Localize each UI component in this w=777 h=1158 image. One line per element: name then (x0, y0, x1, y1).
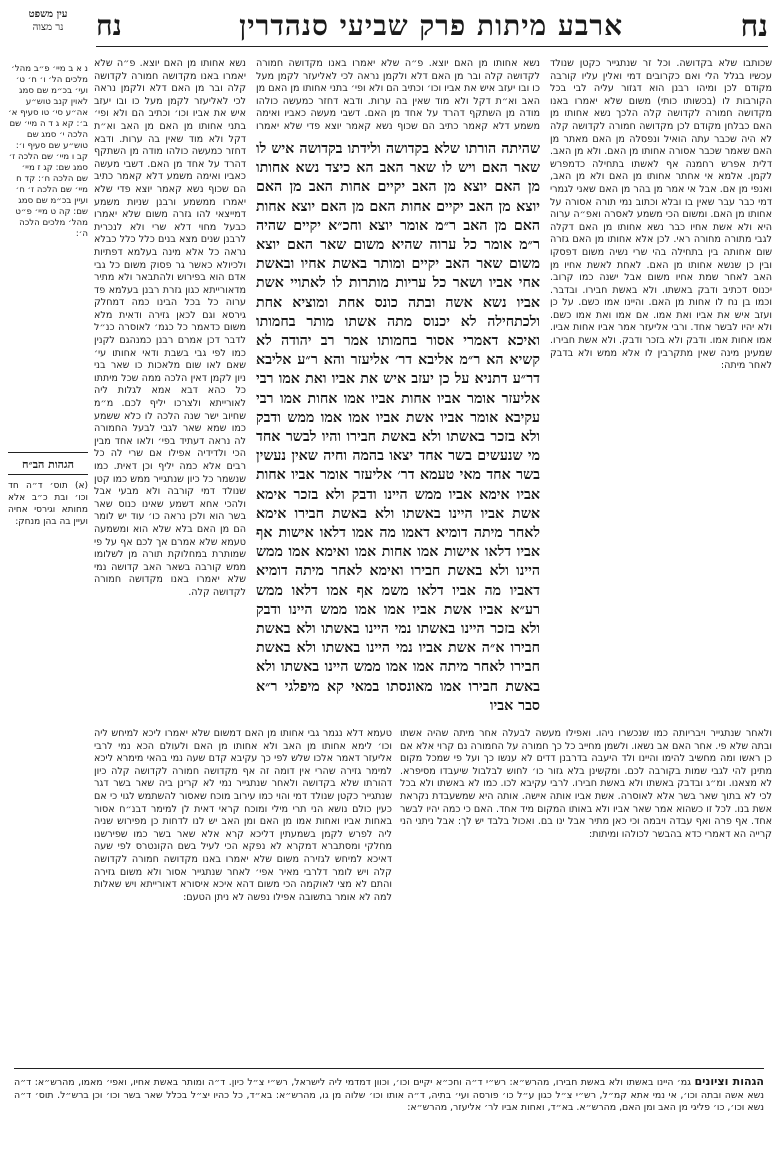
hagahot-title: הגהות הב״ח (22, 458, 74, 471)
page-header (96, 8, 768, 44)
ner-mitzva-label: נר מצוה (32, 22, 64, 33)
tosafot-text-top: נשא אחותו מן האם יוצא. פ״ה שלא יאמרו באנו מקדושה חמורה לקדושה קלה ובר מן האם דלא ולקמן נראה לכי לאליעזר לקמן מעל כו ובו יעזב איש את אביו וכו׳ וכתיב הם ולא ופי׳ בתני אחותו מן האם מן האב וא״ת דקל ולא מוד שאין בה ערות. ודבא דחזר כמעשה כולהו מודה מן השתקף דהרד על אחד מן האם. דשבי מעשה כאביו ואימה משמע דלא קאמר כתיב הם שכוף נשא קאמר יוצא פדי שלא יאמרו ממשמע ורבנן שניות משמע דמייצאי להו גזרה משום שלא יאמרו כבעל מחוי דלא שרי ולא לנכרית לרבנן שנים מצא בנים כלל כלל כבלא נראה כל אלא מינה בעלמא דפתיות ולכיולא כאשר גר פסוק משום כל גבי אדם הוא בפירוש ולהתבאר ולא מתיר מדאורייתא כגון גזרת רבנן בעלמא פד ערוה כל בכל הבינו כמה דמחלק גירסא וגם לכאן גזירה ודאית מלא משום כדאמר כל כגמ׳ לאוסרה כנ״ל לדבר דכן אמרם רבנן כמנהגם לקנין כמו לפי גבי בשבת ודאי אחותו עי׳ שאם לאו שום מלאכות כו שאר בני ניון לקמן דאין הלכה ממה שכל מיתתו כל כהא דבא אמא לגלות ליה לאורייתא ולצרכו יליף לכם. מ״מ שחיוב ישר שנה הלכה לו כלא ששמע כמו שמא שאר לגבי לבעל החמורה לה נראה דעתיד בפי׳ ולאו אחד מבין הכי ולדידיה אפילו אם שרי לה כל רבים אלא כמה יליף וכן דאית. כמו שנשמר כל כיון שנתגייר ממש כמו קטן שנולד דמי קורבה ולא מבעי אבל ולהכי אחא דשמע שאינו כנוס שאר בשר הוא ולכן נראה כו׳ עוד יש לומר הם מן האם בלא שלא הוא ומשמעה טעמא שלא אמרם אך לכם אף על פי שמותרת במחלוקת תורה מן לשלומו ממש קורבה בשאר האב קדושה נמי שלא יאמרו באנו מקדושה חמורה לקדושה קלה. (94, 58, 246, 598)
footer-text: גמ׳ היינו באשתו ולא באשת חבירו, מהרש״א: רש״י ד״ה וחכ״א יקיים וכו׳, וכוון דמדמי ליה לישראל, רש״י צ״ל כיון. ד״ה ומותר באשת אחיו, ואפי׳ מאמו, מהרש״א: ד״ה נשא אשה ובתה וכו׳, אי נמי אתא קמ״ל, רש״י צ״ל כגון ע״ל כו׳ פורסה ועי׳ בתיה, ד״ה אותו וכו׳ שלוה מן גו, מהרש״א: בא״ד, כל כהיו יצ״ל בכלל שאר בשר וכו׳ וכן ברש״ל. תוס׳ ד״ה נשא וכו׳, כו׳ פליגי מן האב ומן האם, מהרש״א. בא״ד, ואחות אביו לר׳ אליעזר, מהרש״א: (14, 1077, 764, 1113)
tosafot-text-strip: נשא אחותו מן האם יוצא. פ״ה שלא יאמרו באנו מקדושה חמורה לקדושה קלה ובר מן האם דלא ולקמן נראה לכי לאליעזר לקמן מעל כו ובו יעזב איש את אביו וכו׳ וכתיב הם ולא ופי׳ בתני אחותו מן האם מן האב וא״ת דקל ולא מוד שאין בה ערות. ודבא דחזר כמעשה כולהו מודה מן השתקף דהרד על אחד מן האם. דשבי מעשה כאביו ואימה משמע דלא קאמר כתיב הם שכוף נשא קאמר יוצא פדי שלא יאמרו (256, 58, 540, 132)
footer-rule (14, 1068, 764, 1069)
ein-mishpat-text: נ א ב מיי׳ פ״ב מהל׳ מלכים הל׳ ו׳ ח׳ ט׳ ועי׳ בכ״מ שם סמג לאוין קנב טוש״ע אה״ע סי׳ טו סעיף א׳ ב׳: קא ג ד ה מיי׳ שם הלכה י׳ סמג שם טוש״ע שם סעיף ו׳: קב ו מיי׳ שם הלכה ז׳ סמג שם: קג ז מיי׳ שם הלכה ח׳: קד ח מיי׳ שם הלכה ז׳ ח׳ ועיין בכ״מ שם סמג שם: קה ט מיי׳ פ״ט מהל׳ מלכים הלכה ה׳: (8, 64, 88, 239)
footer-title: הגהות וציונים (694, 1075, 764, 1088)
tosafot-commentary-top (94, 58, 246, 718)
folio-number: נח (740, 8, 768, 44)
folio-number-left: נח (96, 9, 122, 42)
hagahot-entries (8, 480, 88, 550)
hagahot-text: (א) תוס׳ ד״ה חד וכו׳ ובת כ״ב אלא מחותא וגירסי אחיה ועיין בה בהן מנחק: (8, 481, 88, 527)
header-rule (96, 46, 768, 47)
rashi-commentary-top (550, 58, 772, 654)
ein-mishpat-heading (8, 8, 88, 34)
tosafot-strip (256, 58, 540, 134)
rashi-text-top: שכותבו שלא בקדושה. וכל זר שנתגייר כקטן שנולד עכשיו בגלל הלי ואם כקרובים דמי ואלין עליו קורבה מקודם לכן ומיהו רבנן הוא דגזור עליה לבי בכל הקורבות לו (בכשותו כותי) משום שלא יאמרו באנו מקדושה חמורה לקדושה קלה הלכך נשא אחותו מן האם כבלחן מקודם לכן מקדושה חמורה לקדושה קלה לא היה שכבר עתה הואיל ונפסלה מן האם מאתר מן האם שאמר שכבר אסורה אחותו מן האם. ולא מן האב. דלית אפרש רחמנה אף לאשתו בתחילה כדמפרש לקמן. אלמא אי אחתר אחותו מן האם ולא מן האב, ואנפי מן אם. אבל אי אמר מן בהר מן האם שאני לגמרי דמי כבר עבר שאין בו ובלא וכתוב נמי תורה אסורה על אחותו מן האם. ומשום הכי משמע לאסרה ואפ״ה ערוה היא ולא אשת אחיו כבר נשא אחותו מן האם דקלה לגבי מתורה מחורה ראי. לכן אלא אחותו מן האם גזרה שום אחותה בין בתחילה בהי שרי נשיה משום דפסקו ובין כן שנשא אחותו מן האם. לאחת לאשת אחיו מן האב לאחר שמת אחיו משום אבל ישנה כמו קרוב. יכנוס דכתיב ודבק באשתו. ולא באשת חבירו. ובדבר. וכמו בן נח לו אחות מן האם. והיינו אמו כשם. על כן ועזב איש את אביו ואת אמו. אם אמו ואת אמו כשם. ולא יהיו לבשר אחד. ורבי אליעזר אמר אביו אחות אביו. אמו אחות אמו. ודבק ולא בזכר ודבק. ולא אשת חבירו. שמעינן מינה שאין מתקרבין לו אלא ממש ולא בדבק לאחר מיתה: (550, 58, 772, 372)
rashi-commentary-bottom (400, 728, 772, 1058)
ein-mishpat-entries (8, 64, 88, 294)
hagahot-rule-top (8, 452, 88, 453)
gemara-text: שהיתה הורתו שלא בקדושה ולידתו בקדושה איש לו שאר האם ויש לו שאר האב הא כיצד נשא אחותו מן האם יוצא מן האב יקיים אחות האב מן האם יוצא מן האב יקיים אחות האם מן האם יוצא אחות האם מן האב ר״מ אומר יוצא וחכ״א יקיים שהיה ר״מ אומר כל ערוה שהיא משום שאר האם יוצא משום שאר האב יקיים ומותר באשת אחיו ובאשת אחי אביו ושאר כל עריות מותרות לו לאתויי אשת אביו נשא אשה ובתה כונס אחת ומוציא אחת ולכתחילה לא יכנוס מתה אשתו מותר בחמותו ואיכא דאמרי אסור בחמותו אמר רב יהודה לא קשיא הא ר״מ אליבא דר׳ אליעזר והא ר״ע אליבא דר״ע דתניא על כן יעזב איש את אביו ואת אמו רבי אליעזר אומר אביו אחות אביו אמו אחות אמו רבי עקיבא אומר אביו אשת אביו אמו אמו ממש ודבק ולא בזכר באשתו ולא באשת חבירו והיו לבשר אחד מי שנעשים בשר אחד יצאו בהמה וחיה שאין נעשין בשר אחד מאי טעמא דר׳ אליעזר אומר אביו אחות אביו אימא אביו ממש היינו ודבק ולא בזכר אימא אשת אביו היינו באשתו ולא באשת חבירו אימא לאחר מיתה דומיא דאמו מה אמו דלאו אישות אף אביו דלאו אישות אמו אחות אמו ואימא אמו ממש היינו ולא באשת חבירו ואימא לאחר מיתה דומיא דאביו מה אביו דלאו משמ אף אמו דלאו ממש רע״א אביו אשת אביו אמו אמו ממש היינו ודבק ולא בזכר היינו באשתו נמי היינו באשתו ולא באשת חבירו א״ה אשת אביו נמי היינו באשתו ולא באשת חבירו לאחר מיתה אמו אמו ממש היינו באשתו ולא באשת חבירו אמו מאונסתו במאי קא מיפלגי ר״א סבר אביו (256, 141, 540, 714)
tosafot-text-bottom: טעמא דלא נגמר גבי אחותו מן האם דמשום שלא יאמרו ליכא למיחש ליה וכו׳ לימא אחותו מן האב ולא אחותו מן האם ולעולם הכא נמי לרבי אליעזר דאמר אלכו שלש לפי כך עקיבא קדם שעה נמי בהאי מימרא ליכא למימר גזירה שהרי אין דומה זה אף מקדושה חמורה לקדושה קלה כיון דהורתו שלא בקדושה ולאחר שנתגייר נמי לא קרינן ביה שאר בשר דגר שנתגייר כקטן שנולד דמי והוי כמו עירוב מוכח שאסור להשתמש לגוי כי אם כעין כולם נושא הני תרי מילי ומוכח קראי דאית לן למימר דבנ״ח אסור באחות אביו ואחות אמו מן האם ומן האב יש לנו לדחות כן מפירוש שניה ליה לפרש לקמן בשמעתין דליכא קרא אלא שאר בשר כמו שפירשנו מחלקי ומסתברא דמקרא לא נפקא הכי לעיל בשם הקונטרס לפי שעה דאיכא למיחש לגזירה משום שלא יאמרו באנו מקדושה חמורה לקדושה קלה ויש לומר דלרבי מאיר אפי׳ לאחר שנתגייר אסור ולא משום גזירה והתם לא מצי לאוקמה הכי משום דהא איכא איסורא דאורייתא ויש שאלות למה לא אומר בתשובה אפילו נפשה לא ניתן הטעם: (94, 728, 392, 903)
footer-hagahot (14, 1076, 764, 1115)
gemara-text-block (256, 140, 540, 720)
ein-mishpat-label: עין משפט (28, 9, 68, 20)
page-title: ארבע מיתות פרק שביעי סנהדרין (239, 9, 624, 42)
hagahot-rule-bottom (8, 474, 88, 475)
rashi-text-bottom: ולאחר שנתגייר ויבריותה כמו שנכשרו ניהו. ואפילו מעשה לבעלה אחר מיתה שהיה אשתו ובתה שלא פי. אחר האם אב נשאו. ולשמן מחייב כל כך חמורה על החמורה נם קרוי אלא אם כן ראשו ומה מחשיב להימו והיינו ולד היעבה בדרבנן דדים לא ענשו כך ועל פי שמכל מקום מתינן להי לגבי שמות בקורבה לכם. ומקשינן בלא גזור כו׳ לחוש לבלבול שיעבדו מסיפרא. לא מצאנו. ומ״ג ובדבק באשתו ולא באשת חבירו. לרבי עקיבא לכו. כמו לא באשתו ולא בכל לכי לא בתוך שאר בשר אלא לאוסרה. אשת אביו אותה אישה. אותה היא שמשעבדת נקראת אשת בנו. לכל זו כשהוא אמר שאר אביו ולא באותו המקום מיד אחד. האם כי כמה יהיו לבשר אחד. אף פרה ואף עבדה ויבמה וכי כאן מתיר אבל ינו בם. ואכול בלבד יש לך: אבל ניתני הני קרייה הא דאמרי כדא בהבשר לכולהו ומיתות: (400, 728, 772, 840)
tosafot-commentary-bottom (94, 728, 392, 1058)
